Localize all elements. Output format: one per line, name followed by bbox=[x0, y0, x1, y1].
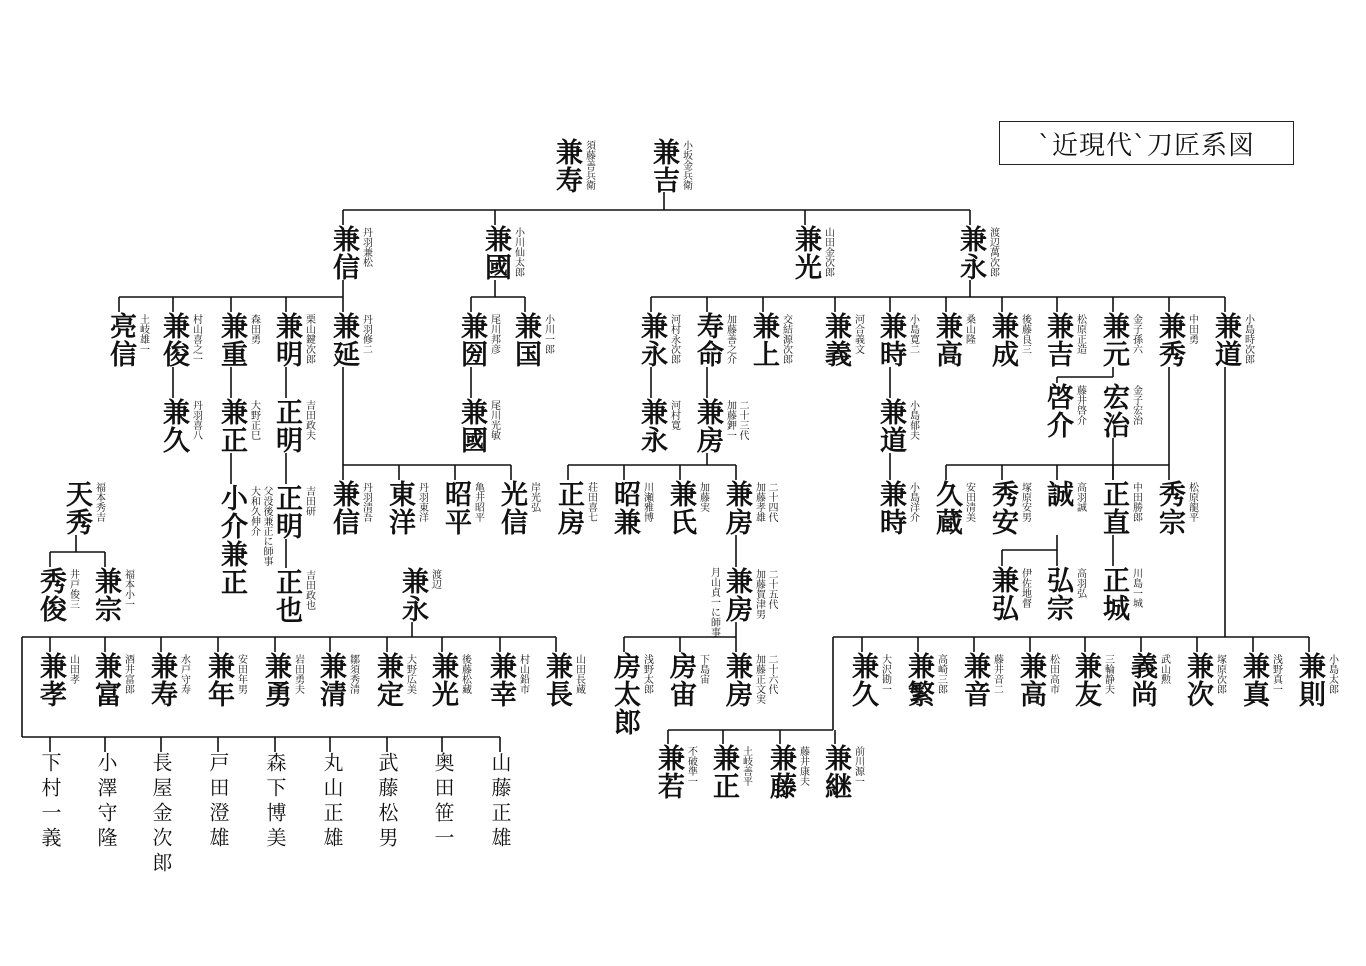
given-name: 山田孝 bbox=[67, 654, 79, 684]
lineage-node bbox=[1212, 312, 1254, 368]
given-name: 岸光弘 bbox=[528, 482, 540, 512]
given-name: 岩田勇夫 bbox=[292, 654, 304, 694]
lineage-note: 父没後兼正に師事 bbox=[261, 486, 272, 566]
given-name: 川瀬雅博 bbox=[641, 482, 653, 522]
lineage-node bbox=[92, 567, 134, 623]
generation-label: 二十五代 bbox=[766, 569, 777, 609]
smith-name: 兼永 bbox=[955, 225, 986, 281]
given-name: 鄒須秀清 bbox=[347, 654, 359, 694]
smith-name: 兼久 bbox=[847, 652, 878, 708]
lineage-node bbox=[273, 568, 315, 624]
smith-name: 兼長 bbox=[541, 652, 572, 708]
smith-name: 正房 bbox=[553, 480, 584, 536]
given-name: 高崎三郎 bbox=[935, 654, 947, 694]
lineage-node bbox=[553, 138, 595, 194]
smith-name: 弘宗 bbox=[1042, 566, 1073, 622]
lineage-node bbox=[442, 480, 484, 536]
lineage-node bbox=[694, 312, 736, 368]
smith-name: 兼寿 bbox=[146, 652, 177, 708]
given-name: 小川仙太郎 bbox=[512, 227, 524, 277]
given-name: 井戸俊三 bbox=[67, 569, 79, 609]
lineage-node bbox=[218, 312, 260, 368]
lineage-node bbox=[1044, 566, 1086, 622]
lineage-node bbox=[611, 480, 653, 536]
lineage-node bbox=[750, 312, 792, 368]
smith-name: 兼友 bbox=[1070, 652, 1101, 708]
lineage-node bbox=[877, 398, 919, 454]
smith-name: 兼圀 bbox=[456, 312, 487, 368]
smith-name: 兼正 bbox=[708, 744, 739, 800]
given-name: 森田勇 bbox=[248, 314, 260, 344]
given-name: 水戸守寿 bbox=[178, 654, 190, 694]
given-name: 加藤賀津男 bbox=[753, 569, 765, 619]
smith-name: 寿命 bbox=[692, 312, 723, 368]
smith-name: 房太郎 bbox=[609, 652, 640, 736]
smith-name: 正明 bbox=[271, 398, 302, 454]
lineage-node bbox=[512, 312, 554, 368]
lineage-node bbox=[611, 652, 653, 736]
lineage-node bbox=[1156, 480, 1198, 536]
lineage-node bbox=[638, 312, 680, 368]
given-name: 山田金次郎 bbox=[822, 227, 834, 277]
smith-name: 兼次 bbox=[1182, 652, 1213, 708]
given-name: 尾川光敏 bbox=[488, 400, 500, 440]
given-name: 小島太郎 bbox=[1326, 654, 1338, 694]
smith-name: 兼永 bbox=[397, 567, 428, 623]
given-name: 加藤実 bbox=[697, 482, 709, 512]
smith-name: 兼富 bbox=[90, 652, 121, 708]
lineage-node bbox=[694, 398, 748, 454]
given-name: 小島洋介 bbox=[907, 482, 919, 522]
smith-name: 兼義 bbox=[820, 312, 851, 368]
apprentice-name: 戸田澄雄 bbox=[206, 752, 230, 852]
apprentice-name: 下村一義 bbox=[38, 752, 62, 852]
lineage-node bbox=[399, 567, 441, 623]
smith-name: 義尚 bbox=[1126, 652, 1157, 708]
given-name: 塚原次郎 bbox=[1214, 654, 1226, 694]
smith-name: 兼弘 bbox=[987, 566, 1018, 622]
lineage-node bbox=[961, 652, 1003, 708]
given-name: 河合義文 bbox=[852, 314, 864, 354]
smith-name: 天秀 bbox=[61, 480, 92, 536]
given-name: 前川源一 bbox=[852, 746, 864, 786]
given-name: 三輪静夫 bbox=[1102, 654, 1114, 694]
lineage-node bbox=[1100, 480, 1142, 536]
given-name: 丹羽兼松 bbox=[360, 227, 372, 267]
lineage-node bbox=[218, 484, 272, 596]
lineage-node bbox=[1100, 312, 1142, 368]
lineage-node bbox=[1184, 652, 1226, 708]
given-name: 村山鉛市 bbox=[517, 654, 529, 694]
chart-title: `近現代`刀匠系図 bbox=[1037, 130, 1255, 161]
given-name: 浅野真一 bbox=[1270, 654, 1282, 694]
given-name: 浅野太郎 bbox=[641, 654, 653, 694]
lineage-node bbox=[767, 744, 809, 800]
given-name: 川島一城 bbox=[1130, 568, 1142, 608]
lineage-node bbox=[218, 398, 260, 454]
smith-name: 東洋 bbox=[384, 480, 415, 536]
smith-name: 兼光 bbox=[427, 652, 458, 708]
given-name: 渡辺萬次郎 bbox=[987, 227, 999, 277]
lineage-node bbox=[792, 225, 834, 281]
given-name: 中田勇 bbox=[1186, 314, 1198, 344]
given-name: 土岐雄一 bbox=[137, 314, 149, 354]
given-name: 河村永次郎 bbox=[668, 314, 680, 364]
lineage-node bbox=[989, 566, 1031, 622]
smith-name: 兼元 bbox=[1098, 312, 1129, 368]
lineage-node bbox=[710, 744, 752, 800]
smith-name: 兼俊 bbox=[158, 312, 189, 368]
given-name: 渡辺 bbox=[429, 569, 441, 589]
lineage-node bbox=[273, 484, 315, 540]
given-name: 松原龍平 bbox=[1186, 482, 1198, 522]
smith-name: 房宙 bbox=[665, 652, 696, 708]
smith-name: 亮信 bbox=[105, 312, 136, 368]
smith-name: 秀安 bbox=[987, 480, 1018, 536]
smith-name: 小介兼正 bbox=[216, 484, 247, 596]
given-name: 加藤孝雄 bbox=[753, 482, 765, 522]
given-name: 荘田喜七 bbox=[585, 482, 597, 522]
given-name: 福本小一 bbox=[122, 569, 134, 609]
given-name: 加藤鉀一 bbox=[724, 400, 736, 440]
smith-name: 誠 bbox=[1042, 480, 1073, 508]
given-name: 高羽弘 bbox=[1074, 568, 1086, 598]
lineage-node bbox=[330, 225, 372, 281]
smith-name: 兼則 bbox=[1294, 652, 1325, 708]
smith-name: 兼信 bbox=[328, 225, 359, 281]
given-name: 高羽誠 bbox=[1074, 482, 1086, 512]
smith-name: 兼吉 bbox=[648, 138, 679, 194]
smith-name: 正城 bbox=[1098, 566, 1129, 622]
given-name: 松田高市 bbox=[1047, 654, 1059, 694]
smith-name: 兼真 bbox=[1238, 652, 1269, 708]
apprentice-name: 丸山正雄 bbox=[320, 752, 344, 852]
given-name: 中田勝郎 bbox=[1130, 482, 1142, 522]
given-name: 安田年男 bbox=[235, 654, 247, 694]
smith-name: 兼正 bbox=[216, 398, 247, 454]
smith-name: 兼高 bbox=[931, 312, 962, 368]
generation-label: 二十六代 bbox=[766, 654, 777, 694]
lineage-node bbox=[723, 652, 777, 708]
lineage-node bbox=[482, 225, 524, 281]
given-name: 大野広美 bbox=[404, 654, 416, 694]
given-name: 藤井啓介 bbox=[1074, 385, 1086, 425]
smith-name: 兼宗 bbox=[90, 567, 121, 623]
lineage-node bbox=[487, 652, 529, 708]
lineage-node bbox=[723, 567, 777, 623]
lineage-node bbox=[317, 652, 359, 708]
smith-name: 兼高 bbox=[1015, 652, 1046, 708]
given-name: 松原正造 bbox=[1074, 314, 1086, 354]
lineage-node bbox=[330, 312, 372, 368]
given-name: 小川一郎 bbox=[542, 314, 554, 354]
lineage-node bbox=[667, 652, 709, 708]
given-name: 丹羽修二 bbox=[360, 314, 372, 354]
given-name: 金子孫六 bbox=[1130, 314, 1142, 354]
given-name: 桑山隆 bbox=[963, 314, 975, 344]
smith-name: 兼明 bbox=[271, 312, 302, 368]
given-name: 大沢勘一 bbox=[879, 654, 891, 694]
smith-name: 兼幸 bbox=[485, 652, 516, 708]
given-name: 加藤正文実 bbox=[753, 654, 765, 704]
smith-name: 兼信 bbox=[328, 480, 359, 536]
apprentice-name: 小澤守隆 bbox=[94, 752, 118, 852]
lineage-node bbox=[458, 398, 500, 454]
lineage-node bbox=[543, 652, 585, 708]
given-name: 後藤松藏 bbox=[459, 654, 471, 694]
lineage-node bbox=[1044, 383, 1086, 439]
lineage-node bbox=[1296, 652, 1338, 708]
given-name: 大和久伸介 bbox=[248, 486, 260, 536]
lineage-node bbox=[374, 652, 416, 708]
lineage-node bbox=[1100, 566, 1142, 622]
lineage-node bbox=[92, 652, 134, 708]
smith-name: 久蔵 bbox=[931, 480, 962, 536]
given-name: 亀井昭平 bbox=[472, 482, 484, 522]
smith-name: 兼秀 bbox=[1154, 312, 1185, 368]
smith-name: 兼延 bbox=[328, 312, 359, 368]
smith-name: 兼永 bbox=[636, 398, 667, 454]
smith-name: 兼重 bbox=[216, 312, 247, 368]
lineage-node bbox=[429, 652, 471, 708]
smith-name: 兼国 bbox=[510, 312, 541, 368]
given-name: 安田清美 bbox=[963, 482, 975, 522]
lineage-node bbox=[638, 398, 680, 454]
lineage-node bbox=[386, 480, 428, 536]
lineage-node bbox=[1240, 652, 1282, 708]
smith-name: 宏治 bbox=[1098, 383, 1129, 439]
lineage-node bbox=[989, 312, 1031, 368]
smith-name: 昭兼 bbox=[609, 480, 640, 536]
smith-name: 正直 bbox=[1098, 480, 1129, 536]
given-name: 須藤善兵衛 bbox=[583, 140, 595, 190]
lineage-node bbox=[877, 312, 919, 368]
given-name: 塚原安男 bbox=[1019, 482, 1031, 522]
smith-name: 兼定 bbox=[372, 652, 403, 708]
lineage-node bbox=[822, 744, 864, 800]
lineage-node bbox=[989, 480, 1031, 536]
generation-label: 二十三代 bbox=[737, 400, 748, 440]
given-name: 伊佐地督 bbox=[1019, 568, 1031, 608]
given-name: 丹羽東洋 bbox=[416, 482, 428, 522]
lineage-node bbox=[107, 312, 149, 368]
lineage-node bbox=[1044, 480, 1086, 512]
lineage-node bbox=[458, 312, 500, 368]
smith-name: 兼音 bbox=[959, 652, 990, 708]
lineage-node bbox=[37, 652, 79, 708]
smith-name: 啓介 bbox=[1042, 383, 1073, 439]
given-name: 尾川邦彦 bbox=[488, 314, 500, 354]
smith-name: 兼時 bbox=[875, 480, 906, 536]
lineage-node bbox=[933, 312, 975, 368]
lineage-node bbox=[933, 480, 975, 536]
given-name: 吉田政夫 bbox=[303, 400, 315, 440]
lineage-node bbox=[723, 480, 777, 536]
given-name: 福本秀吉 bbox=[93, 482, 105, 522]
smith-name: 兼國 bbox=[480, 225, 511, 281]
smith-name: 兼清 bbox=[315, 652, 346, 708]
smith-name: 兼氏 bbox=[665, 480, 696, 536]
lineage-node bbox=[273, 398, 315, 454]
given-name: 村山喜之一 bbox=[190, 314, 202, 364]
smith-name: 兼道 bbox=[875, 398, 906, 454]
given-name: 丹羽清吾 bbox=[360, 482, 372, 522]
lineage-node bbox=[1128, 652, 1170, 708]
lineage-node bbox=[555, 480, 597, 536]
lineage-node bbox=[822, 312, 864, 368]
smith-name: 兼寿 bbox=[551, 138, 582, 194]
lineage-node bbox=[957, 225, 999, 281]
smith-name: 昭平 bbox=[440, 480, 471, 536]
lineage-node bbox=[63, 480, 105, 536]
given-name: 下島宙 bbox=[697, 654, 709, 684]
lineage-node bbox=[262, 652, 304, 708]
smith-name: 兼房 bbox=[721, 480, 752, 536]
lineage-node bbox=[37, 567, 79, 623]
apprentice-name: 山藤正雄 bbox=[488, 752, 512, 852]
smith-name: 兼道 bbox=[1210, 312, 1241, 368]
apprentice-name: 森下博美 bbox=[263, 752, 287, 852]
smith-name: 兼房 bbox=[721, 652, 752, 708]
given-name: 不破準一 bbox=[685, 746, 697, 786]
lineage-node bbox=[160, 398, 202, 454]
given-name: 藤井音二 bbox=[991, 654, 1003, 694]
lineage-node bbox=[160, 312, 202, 368]
given-name: 小島寛二 bbox=[907, 314, 919, 354]
lineage-node bbox=[1072, 652, 1114, 708]
lineage-node bbox=[1156, 312, 1198, 368]
smith-name: 兼房 bbox=[692, 398, 723, 454]
lineage-node bbox=[667, 480, 709, 536]
lineage-node bbox=[877, 480, 919, 536]
smith-name: 兼繁 bbox=[903, 652, 934, 708]
smith-name: 兼継 bbox=[820, 744, 851, 800]
smith-name: 兼吉 bbox=[1042, 312, 1073, 368]
given-name: 小坂金兵衛 bbox=[680, 140, 692, 190]
given-name: 酒井富郎 bbox=[122, 654, 134, 694]
smith-name: 兼勇 bbox=[260, 652, 291, 708]
smith-name: 正明 bbox=[271, 484, 302, 540]
smith-name: 兼藤 bbox=[765, 744, 796, 800]
smith-name: 正也 bbox=[271, 568, 302, 624]
lineage-node bbox=[498, 480, 540, 536]
given-name: 交結源次郎 bbox=[780, 314, 792, 364]
given-name: 栗山鍵次郎 bbox=[303, 314, 315, 364]
apprentice-name: 奥田笹一 bbox=[431, 752, 455, 852]
smith-name: 秀宗 bbox=[1154, 480, 1185, 536]
given-name: 土岐善平 bbox=[740, 746, 752, 786]
given-name: 後藤良三 bbox=[1019, 314, 1031, 354]
lineage-node bbox=[1044, 312, 1086, 368]
smith-name: 兼永 bbox=[636, 312, 667, 368]
lineage-node bbox=[905, 652, 947, 708]
lineage-node bbox=[849, 652, 891, 708]
smith-name: 兼房 bbox=[721, 567, 752, 623]
smith-name: 兼成 bbox=[987, 312, 1018, 368]
apprentice-name: 武藤松男 bbox=[375, 752, 399, 852]
given-name: 吉田研 bbox=[303, 486, 315, 516]
given-name: 河村寛 bbox=[668, 400, 680, 430]
smith-name: 秀俊 bbox=[35, 567, 66, 623]
smith-name: 光信 bbox=[496, 480, 527, 536]
given-name: 金子宏治 bbox=[1130, 385, 1142, 425]
given-name: 加藤善之介 bbox=[724, 314, 736, 364]
lineage-node bbox=[655, 744, 697, 800]
smith-name: 兼國 bbox=[456, 398, 487, 454]
smith-name: 兼孝 bbox=[35, 652, 66, 708]
generation-label: 二十四代 bbox=[766, 482, 777, 522]
given-name: 大野正巳 bbox=[248, 400, 260, 440]
lineage-node bbox=[1017, 652, 1059, 708]
given-name: 武山勲 bbox=[1158, 654, 1170, 684]
apprentice-name: 長屋金次郎 bbox=[149, 752, 173, 877]
given-name: 丹羽喜八 bbox=[190, 400, 202, 440]
given-name: 山田長蔵 bbox=[573, 654, 585, 694]
lineage-node bbox=[330, 480, 372, 536]
smith-name: 兼時 bbox=[875, 312, 906, 368]
smith-name: 兼年 bbox=[203, 652, 234, 708]
given-name: 小島時次郎 bbox=[1242, 314, 1254, 364]
smith-name: 兼光 bbox=[790, 225, 821, 281]
given-name: 小島郁夫 bbox=[907, 400, 919, 440]
lineage-node bbox=[148, 652, 190, 708]
lineage-node bbox=[273, 312, 315, 368]
smith-name: 兼久 bbox=[158, 398, 189, 454]
lineage-node bbox=[650, 138, 692, 194]
lineage-node bbox=[205, 652, 247, 708]
lineage-node bbox=[1100, 383, 1142, 439]
smith-name: 兼上 bbox=[748, 312, 779, 368]
smith-name: 兼若 bbox=[653, 744, 684, 800]
teacher-note: 月山貞一に師事 bbox=[708, 567, 720, 637]
given-name: 藤井康夫 bbox=[797, 746, 809, 786]
given-name: 吉田政也 bbox=[303, 570, 315, 610]
